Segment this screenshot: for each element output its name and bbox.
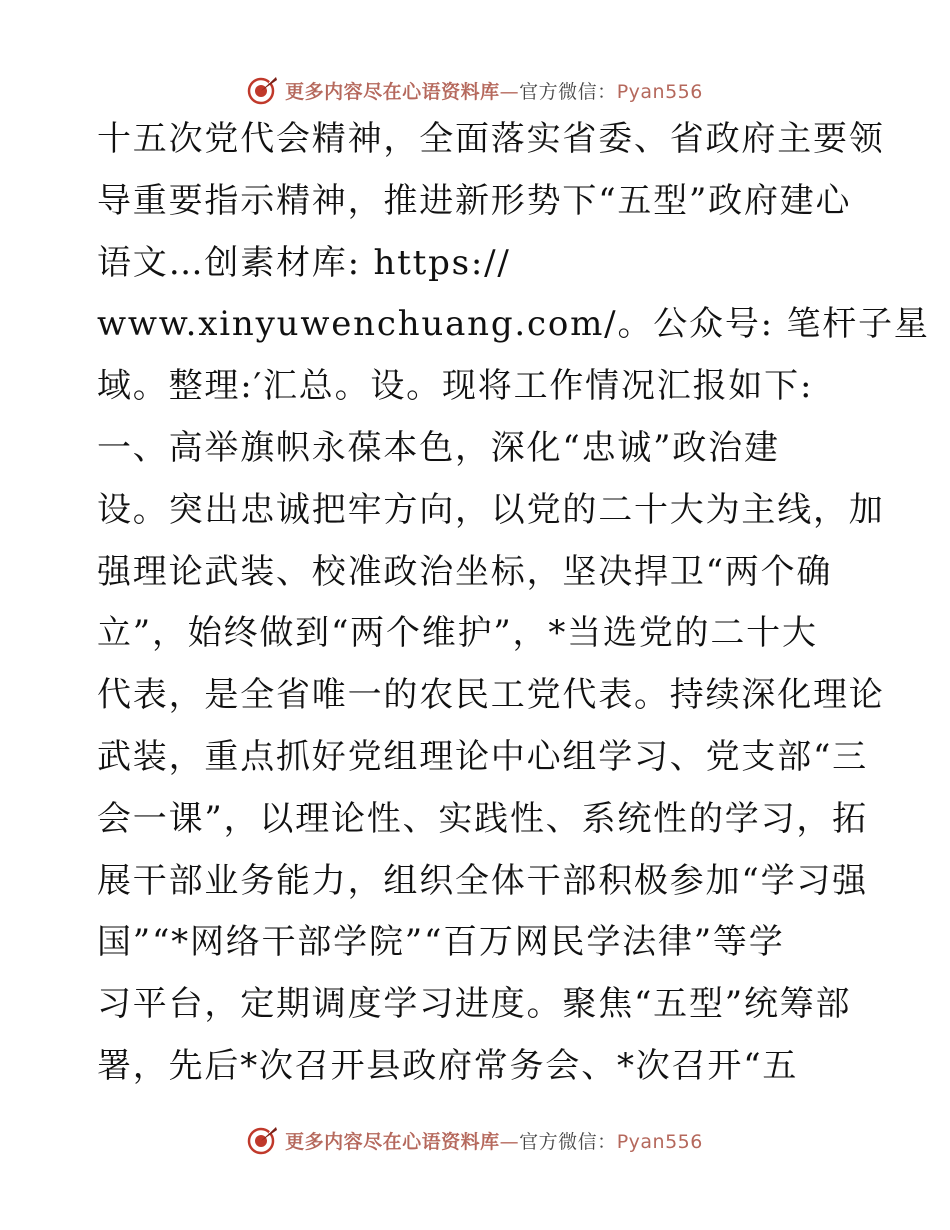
watermark-text xyxy=(285,77,703,104)
body-line: 语文…创素材库: https:// xyxy=(97,242,511,283)
footer-watermark xyxy=(0,1122,950,1158)
body-line: 武装，重点抓好党组理论中心组学习、党支部“三 xyxy=(97,736,868,777)
watermark-label: 官方微信： xyxy=(519,1130,617,1153)
quill-logo-icon xyxy=(247,74,279,106)
body-line: 设。突出忠诚把牢方向，以党的二十大为主线，加 xyxy=(97,489,885,530)
document-body xyxy=(97,119,930,1111)
body-line: 导重要指示精神，推进新形势下“五型”政府建心 xyxy=(97,180,852,221)
body-line: 署，先后*次召开县政府常务会、*次召开“五 xyxy=(97,1045,799,1086)
section-heading-line: 一、高举旗帜永葆本色，深化“忠诚”政治建 xyxy=(97,427,780,468)
watermark-account: Pyan556 xyxy=(616,80,703,103)
watermark-dash: — xyxy=(499,80,520,103)
body-line: 立”，始终做到“两个维护”，*当选党的二十大 xyxy=(97,613,818,654)
watermark-dash: — xyxy=(499,1130,520,1153)
body-line: 国”“*网络干部学院”“百万网民学法律”等学 xyxy=(97,922,785,963)
quill-logo-icon xyxy=(247,1124,279,1156)
watermark-text xyxy=(285,1127,703,1154)
body-line: 习平台，定期调度学习进度。聚焦“五型”统筹部 xyxy=(97,984,852,1025)
watermark-site: 更多内容尽在心语资料库 xyxy=(285,80,500,103)
watermark-site: 更多内容尽在心语资料库 xyxy=(285,1130,500,1153)
body-line: www.xinyuwenchuang.com/。公众号: 笔杆子星 xyxy=(97,304,930,345)
body-line: 代表，是全省唯一的农民工党代表。持续深化理论 xyxy=(97,675,885,716)
body-line: 强理论武装、校准政治坐标，坚决捍卫“两个确 xyxy=(97,551,833,592)
header-watermark xyxy=(0,72,950,108)
watermark-account: Pyan556 xyxy=(616,1130,703,1153)
body-line: 域。整理:′汇总。设。现将工作情况汇报如下: xyxy=(97,366,814,407)
body-line: 展干部业务能力，组织全体干部积极参加“学习强 xyxy=(97,860,868,901)
body-line: 十五次党代会精神，全面落实省委、省政府主要领 xyxy=(97,119,885,159)
body-line: 会一课”，以理论性、实践性、系统性的学习，拓 xyxy=(97,798,868,839)
watermark-label: 官方微信： xyxy=(519,80,617,103)
